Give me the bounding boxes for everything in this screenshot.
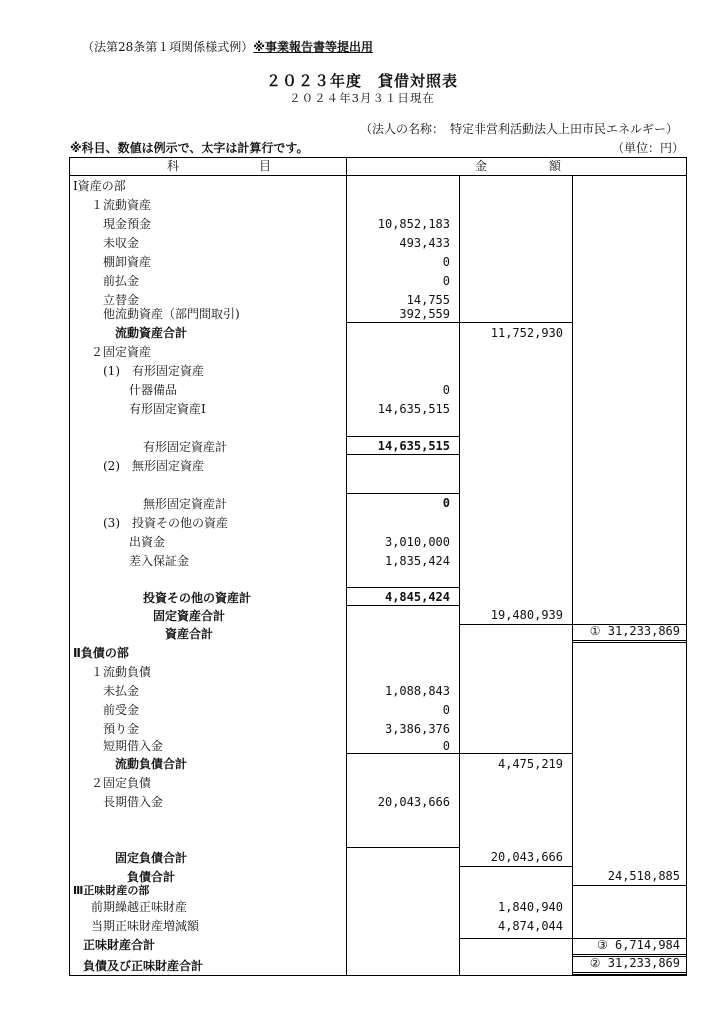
value-current-liab-total: 4,475,219 [497, 757, 563, 771]
label-tangible-i: 有形固定資産I [129, 402, 206, 416]
label-intangible-total: 無形固定資産計 [143, 497, 228, 511]
label-current-liab: １流動負債 [91, 665, 152, 679]
label-fixed-assets: ２固定資産 [91, 345, 152, 359]
value-fixed-liab-total: 20,043,666 [490, 850, 563, 864]
value-long-loans: 20,043,666 [377, 795, 450, 809]
value-net-change: 4,874,044 [497, 919, 563, 933]
value-short-loans: 0 [442, 739, 450, 753]
label-prior-net: 前期繰越正味財産 [91, 900, 188, 914]
value-inventory: 0 [442, 255, 450, 269]
label-cash: 現金預金 [103, 217, 152, 231]
value-investments-total: 4,845,424 [384, 590, 450, 604]
header-subject-a: 科 [167, 159, 180, 173]
label-inventory: 棚卸資産 [103, 255, 152, 269]
label-intangible: (2) 無形固定資産 [103, 459, 204, 473]
label-deposits-received: 預り金 [103, 722, 140, 736]
value-cash: 10,852,183 [377, 217, 450, 231]
value-deposits-received: 3,386,376 [384, 722, 450, 736]
value-payable: 1,088,843 [384, 684, 450, 698]
label-liab-total: 負債合計 [127, 870, 176, 884]
value-other-current: 392,559 [399, 307, 450, 321]
label-fixed-total: 固定資産合計 [153, 609, 226, 623]
label-tangible-total: 有形固定資産計 [143, 440, 228, 454]
label-current-assets: １流動資産 [91, 198, 152, 212]
label-advance-received: 前受金 [103, 703, 140, 717]
form-note-emph: ※事業報告書等提出用 [253, 40, 373, 54]
document-date: ２０２４年3月３１日現在 [289, 91, 435, 105]
label-fixed-liab-total: 固定負債合計 [115, 851, 188, 865]
value-deposits: 1,835,424 [384, 554, 450, 568]
value-net-total: ③ 6,714,984 [596, 938, 680, 952]
value-assets-total: ① 31,233,869 [589, 624, 680, 638]
value-capital: 3,010,000 [384, 535, 450, 549]
form-note-text: （法第28条第１項関係様式例） [82, 40, 254, 54]
label-net-change: 当期正味財産増減額 [91, 919, 200, 933]
header-subject-b: 目 [259, 159, 272, 173]
label-receivable: 未収金 [103, 236, 140, 250]
label-short-loans: 短期借入金 [103, 739, 164, 753]
header-amount-b: 額 [549, 159, 562, 173]
value-prior-net: 1,840,940 [497, 900, 563, 914]
label-fixtures: 什器備品 [129, 383, 178, 397]
label-tangible: (1) 有形固定資産 [103, 364, 204, 378]
label-investments-total: 投資その他の資産計 [143, 591, 252, 605]
value-advance-received: 0 [442, 703, 450, 717]
label-long-loans: 長期借入金 [103, 795, 164, 809]
value-current-total: 11,752,930 [490, 326, 563, 340]
header-amount-a: 金 [475, 159, 488, 173]
value-fixtures: 0 [442, 383, 450, 397]
value-tangible-total: 14,635,515 [377, 439, 450, 453]
label-fixed-liab: ２固定負債 [91, 776, 152, 790]
org-name: （法人の名称： 特定非営利活動法人上田市民エネルギー） [359, 122, 678, 136]
label-assets-total: 資産合計 [165, 627, 214, 641]
label-liab-net-total: 負債及び正味財産合計 [83, 959, 204, 973]
label-advances: 立替金 [103, 293, 140, 307]
label-other-current: 他流動資産（部門間取引) [103, 307, 240, 321]
value-advances: 14,755 [406, 293, 450, 307]
document-title: ２０２３年度 貸借対照表 [265, 72, 458, 90]
value-prepaid: 0 [442, 274, 450, 288]
label-deposits: 差入保証金 [129, 554, 190, 568]
label-payable: 未払金 [103, 684, 140, 698]
label-current-total: 流動資産合計 [115, 326, 188, 340]
value-receivable: 493,433 [399, 236, 450, 250]
label-net-assets: Ⅲ正味財産の部 [73, 884, 150, 897]
value-intangible-total: 0 [442, 496, 450, 510]
label-capital: 出資金 [129, 535, 166, 549]
label-prepaid: 前払金 [103, 274, 140, 288]
value-tangible-i: 14,635,515 [377, 402, 450, 416]
balance-sheet-table [69, 157, 687, 976]
label-investments: (3) 投資その他の資産 [103, 516, 228, 530]
form-note [82, 38, 373, 55]
label-liabilities: Ⅱ負債の部 [73, 646, 129, 660]
value-liab-total: 24,518,885 [607, 869, 680, 883]
value-liab-net-total: ② 31,233,869 [589, 956, 680, 970]
label-assets: Ⅰ資産の部 [73, 179, 126, 193]
label-current-liab-total: 流動負債合計 [115, 757, 188, 771]
note: ※科目、数値は例示で、太字は計算行です。 [70, 141, 309, 155]
label-net-total: 正味財産合計 [83, 938, 156, 952]
unit-label: （単位：円） [611, 141, 684, 155]
value-fixed-total: 19,480,939 [490, 608, 563, 622]
